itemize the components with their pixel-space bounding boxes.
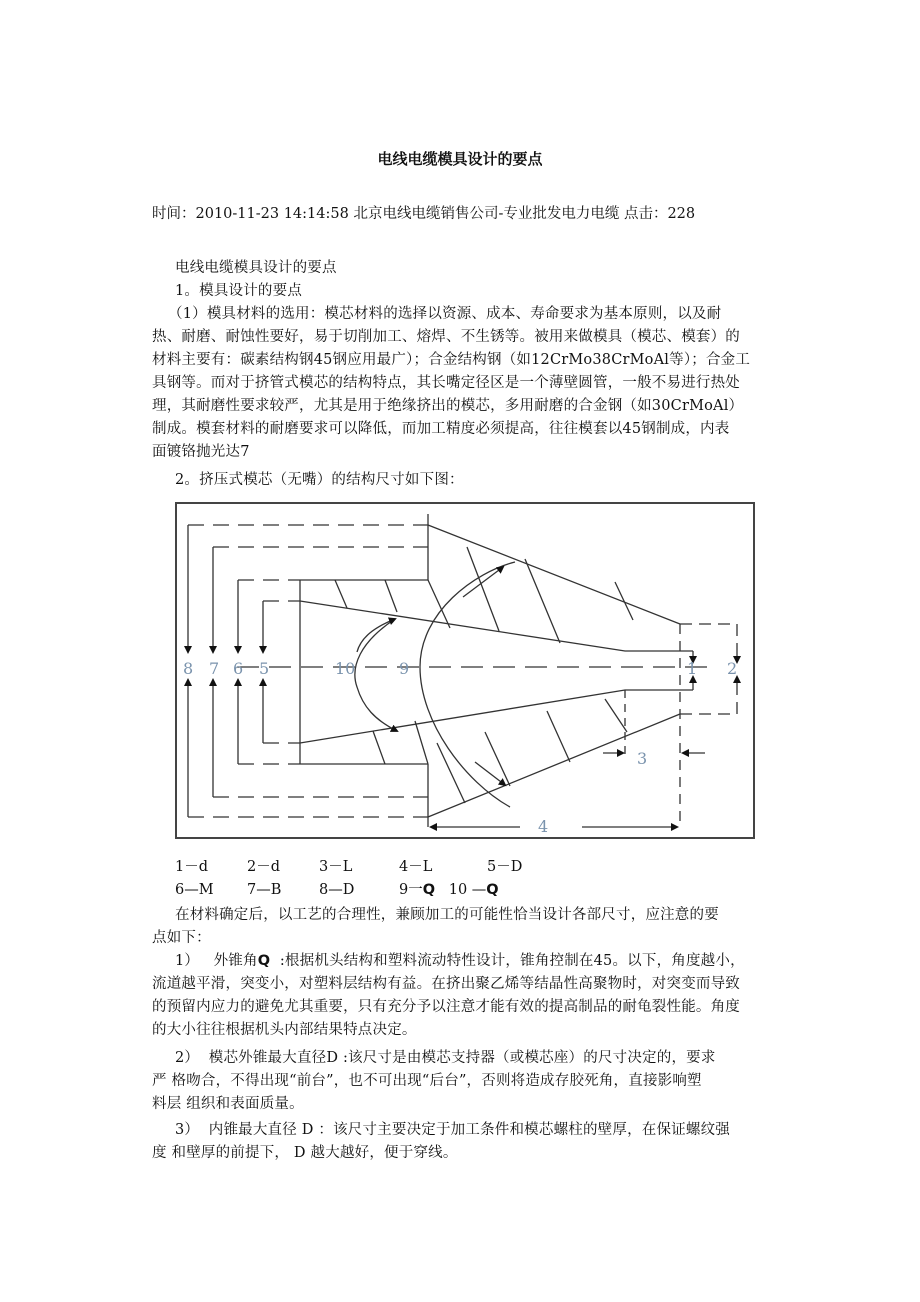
paragraph-line: 理，其耐磨性要求较严，尤其是用于绝缘挤出的模芯，多用耐磨的合金钢（如30CrMoAl） [152,398,744,414]
legend-item: 7—B [247,882,282,898]
dim-label-8: 8 [183,659,194,678]
term: 外锥角 [213,953,258,969]
paragraph-line: 严 格吻合，不得出现“前台”，也不可出现“后台”，否则将造成存胶死角，直接影响塑 [152,1073,702,1089]
legend-symbol: Q [486,882,499,898]
figure-legend-row-1 [175,855,522,876]
legend-item: 3－L [319,859,353,875]
paragraph-line: 热、耐磨、耐蚀性要好，易于切削加工、熔焊、不生锈等。被用来做模具（模芯、模套）的 [152,329,740,345]
list-item-2: 2） 模芯外锥最大直径D :该尺寸是由模芯支持器（或模芯座）的尺寸决定的，要求 [175,1050,716,1066]
dim-label-10: 10 [335,659,356,678]
figure-legend-row-2 [175,878,499,899]
page-title: 电线电缆模具设计的要点 [377,150,543,168]
angle-symbol: Q [257,953,271,969]
dim-label-9: 9 [399,659,410,678]
legend-item: 9一 [399,882,423,898]
intro-heading: 电线电缆模具设计的要点 [175,260,337,276]
list-number: 1） [175,953,200,969]
inner-cone [300,601,693,743]
paragraph-line: 流道越平滑，突变小，对塑料层结构有益。在挤出聚乙烯等结晶性高聚物时，对突变而导致 [152,976,740,992]
outer-cone [428,525,680,817]
die-core-diagram [175,502,755,839]
paragraph-line: 材料主要有：碳素结构钢45钢应用最广）；合金结构钢（如12CrMo38CrMoAl等）；合金工 [152,352,751,368]
dim-label-4: 4 [538,817,549,836]
legend-item: 10 — [448,882,487,898]
legend-item: 2－d [247,859,281,875]
paragraph-line: 点如下： [152,930,211,946]
paragraph-line: 料层 组织和表面质量。 [152,1096,304,1112]
list-text: :根据机头结构和塑料流动特性设计，锥角控制在45。以下，角度越小， [270,953,745,969]
paragraph-line: 具钢等。而对于挤管式模芯的结构特点，其长嘴定径区是一个薄壁圆管，一般不易进行热处 [152,375,740,391]
dim-label-5: 5 [259,659,270,678]
paragraph-line: 面镀铬抛光达7 [152,444,250,460]
dim-label-6: 6 [233,659,244,678]
arc-9 [420,562,515,807]
article-meta: 时间：2010-11-23 14:14:58 北京电线电缆销售公司-专业批发电力电缆 点击：228 [152,206,696,222]
section-heading-1: 1。模具设计的要点 [175,283,303,299]
list-item-3: 3） 内锥最大直径 D ：该尺寸主要决定于加工条件和模芯螺柱的壁厚，在保证螺纹强 [175,1122,730,1138]
legend-item: 6—M [175,882,214,898]
dim-label-2: 2 [727,659,738,678]
legend-item: 5－D [487,859,523,875]
legend-item: 4－L [399,859,433,875]
list-item-1 [175,949,745,970]
paragraph-line: （1）模具材料的选用：模芯材料的选择以资源、成本、寿命要求为基本原则，以及耐 [168,306,722,322]
legend-item: 8—D [319,882,355,898]
legend-symbol: Q [422,882,436,898]
dim-label-1: 1 [687,659,698,678]
dim-label-3: 3 [637,749,648,768]
paragraph-line: 度 和壁厚的前提下， D 越大越好，便于穿线。 [152,1145,458,1161]
legend-item: 1－d [175,859,209,875]
paragraph-line: 制成。模套材料的耐磨要求可以降低，而加工精度必须提高，往往模套以45钢制成，内表 [152,421,730,437]
arc-10 [355,619,397,731]
paragraph-line: 在材料确定后，以工艺的合理性，兼顾加工的可能性恰当设计各部尺寸，应注意的要 [175,907,719,923]
dim-label-7: 7 [209,659,220,678]
paragraph-line: 的预留内应力的避免尤其重要，只有充分予以注意才能有效的提高制品的耐龟裂性能。角度 [152,999,740,1015]
paragraph-line: 的大小往往根据机头内部结果特点决定。 [152,1022,417,1038]
section-heading-2: 2。挤压式模芯（无嘴）的结构尺寸如下图： [175,472,464,488]
